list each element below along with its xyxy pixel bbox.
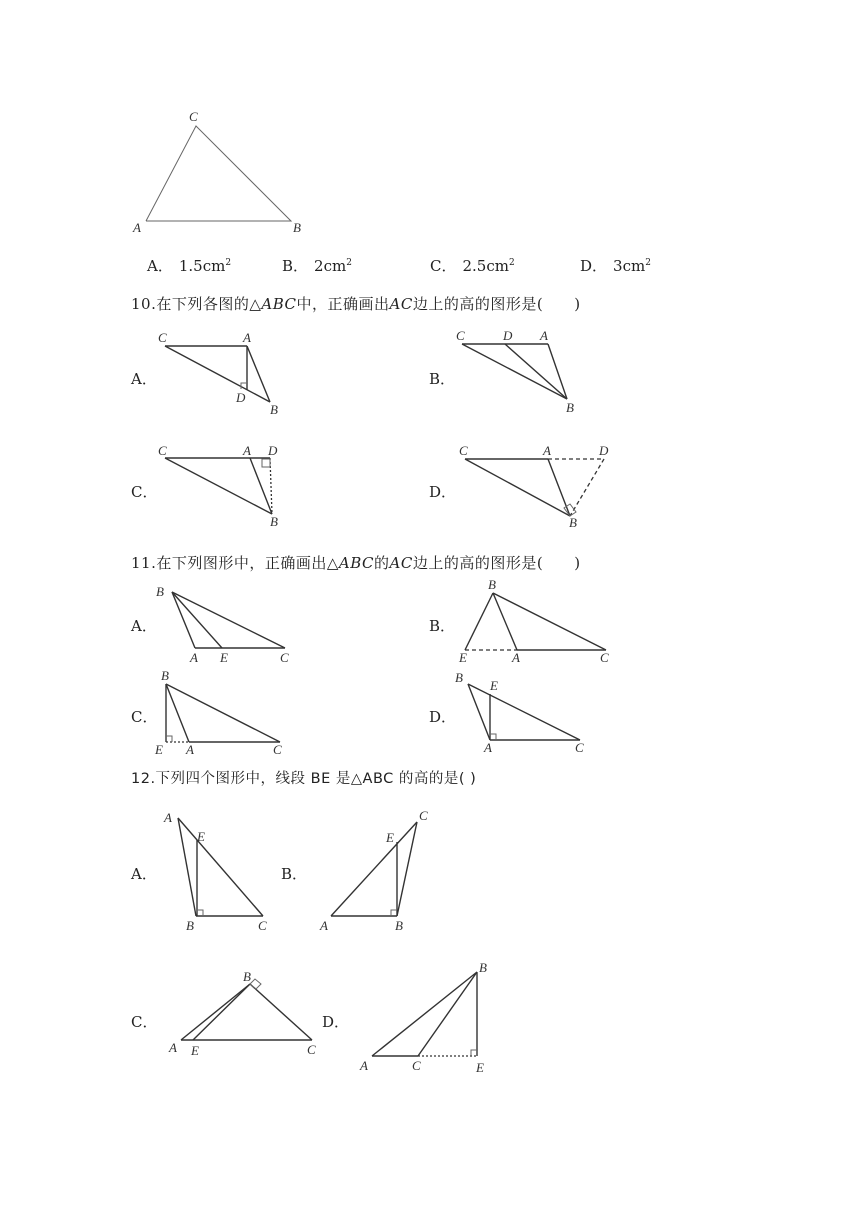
svg-text:B: B xyxy=(569,515,577,530)
svg-text:C: C xyxy=(307,1042,316,1057)
svg-text:E: E xyxy=(476,1060,484,1075)
svg-text:B: B xyxy=(161,668,169,683)
svg-text:A: A xyxy=(186,742,194,757)
svg-text:B: B xyxy=(156,584,164,599)
q10-option-a[interactable]: A． xyxy=(131,370,157,388)
q9-option-c[interactable]: C． $2.5cm^2$ xyxy=(430,257,515,275)
q9-option-d[interactable]: D． $3cm^2$ xyxy=(580,257,651,275)
svg-text:C: C xyxy=(456,328,465,343)
svg-text:C: C xyxy=(459,443,468,458)
svg-text:A: A xyxy=(540,328,548,343)
svg-text:A: A xyxy=(164,810,172,825)
q9-label-c: C xyxy=(189,109,198,124)
svg-text:D: D xyxy=(236,390,246,405)
svg-text:C: C xyxy=(273,742,282,757)
q11-option-b[interactable]: B． xyxy=(429,617,456,635)
svg-text:E: E xyxy=(191,1043,199,1058)
svg-text:E: E xyxy=(155,742,163,757)
q11-option-c[interactable]: C． xyxy=(131,708,158,726)
svg-text:D: D xyxy=(268,443,278,458)
q11-question-text: 11.在下列图形中，正确画出△ABC的AC边上的高的图形是( ) xyxy=(131,554,581,572)
svg-text:A: A xyxy=(243,330,251,345)
svg-text:D: D xyxy=(503,328,513,343)
q10-option-c[interactable]: C． xyxy=(131,483,158,501)
q10-question-text: 10.在下列各图的△ABC中，正确画出AC边上的高的图形是( ) xyxy=(131,295,581,313)
q9-option-b[interactable]: B． $2cm^2$ xyxy=(282,257,352,275)
q12-figure-c xyxy=(168,969,316,1058)
q9-option-a[interactable]: A． $1.5cm^2$ xyxy=(147,257,232,275)
svg-text:E: E xyxy=(220,650,228,665)
svg-text:A: A xyxy=(190,650,198,665)
svg-text:A: A xyxy=(543,443,551,458)
svg-text:A: A xyxy=(169,1040,177,1055)
svg-text:C: C xyxy=(600,650,609,665)
svg-text:C: C xyxy=(575,740,584,755)
svg-text:A: A xyxy=(243,443,251,458)
svg-text:B: B xyxy=(270,514,278,529)
svg-text:C: C xyxy=(258,918,267,933)
svg-text:B: B xyxy=(455,670,463,685)
svg-text:B: B xyxy=(488,577,496,592)
svg-text:A: A xyxy=(484,740,492,755)
svg-text:E: E xyxy=(459,650,467,665)
q12-figure-d xyxy=(359,960,487,1075)
q10-option-b[interactable]: B． xyxy=(429,370,456,388)
svg-text:C: C xyxy=(158,443,167,458)
svg-text:B: B xyxy=(186,918,194,933)
svg-text:B: B xyxy=(479,960,487,975)
svg-text:B: B xyxy=(566,400,574,415)
q11-option-a[interactable]: A． xyxy=(131,617,157,635)
svg-text:A: A xyxy=(512,650,520,665)
svg-text:B: B xyxy=(270,402,278,417)
q12-option-a[interactable]: A． xyxy=(131,865,157,883)
q10-option-d[interactable]: D． xyxy=(429,483,457,501)
svg-text:E: E xyxy=(197,829,205,844)
q12-option-d[interactable]: D． xyxy=(322,1013,350,1031)
q12-option-b[interactable]: B． xyxy=(281,865,308,883)
q12-figure-a xyxy=(163,810,267,933)
svg-text:A: A xyxy=(320,918,328,933)
svg-text:B: B xyxy=(243,969,251,984)
svg-text:D: D xyxy=(599,443,609,458)
svg-text:E: E xyxy=(386,830,394,845)
svg-text:A: A xyxy=(360,1058,368,1073)
q12-option-c[interactable]: C． xyxy=(131,1013,158,1031)
svg-text:C: C xyxy=(419,808,428,823)
svg-text:B: B xyxy=(395,918,403,933)
q9-label-a: A xyxy=(133,220,141,235)
svg-text:C: C xyxy=(280,650,289,665)
q11-option-d[interactable]: D． xyxy=(429,708,457,726)
svg-text:C: C xyxy=(412,1058,421,1073)
q9-label-b: B xyxy=(293,220,301,235)
q12-figure-b xyxy=(319,808,428,933)
svg-text:C: C xyxy=(158,330,167,345)
svg-text:E: E xyxy=(490,678,498,693)
q12-question-text: 12.下列四个图形中，线段 BE 是△ABC 的高的是( ) xyxy=(131,771,477,787)
